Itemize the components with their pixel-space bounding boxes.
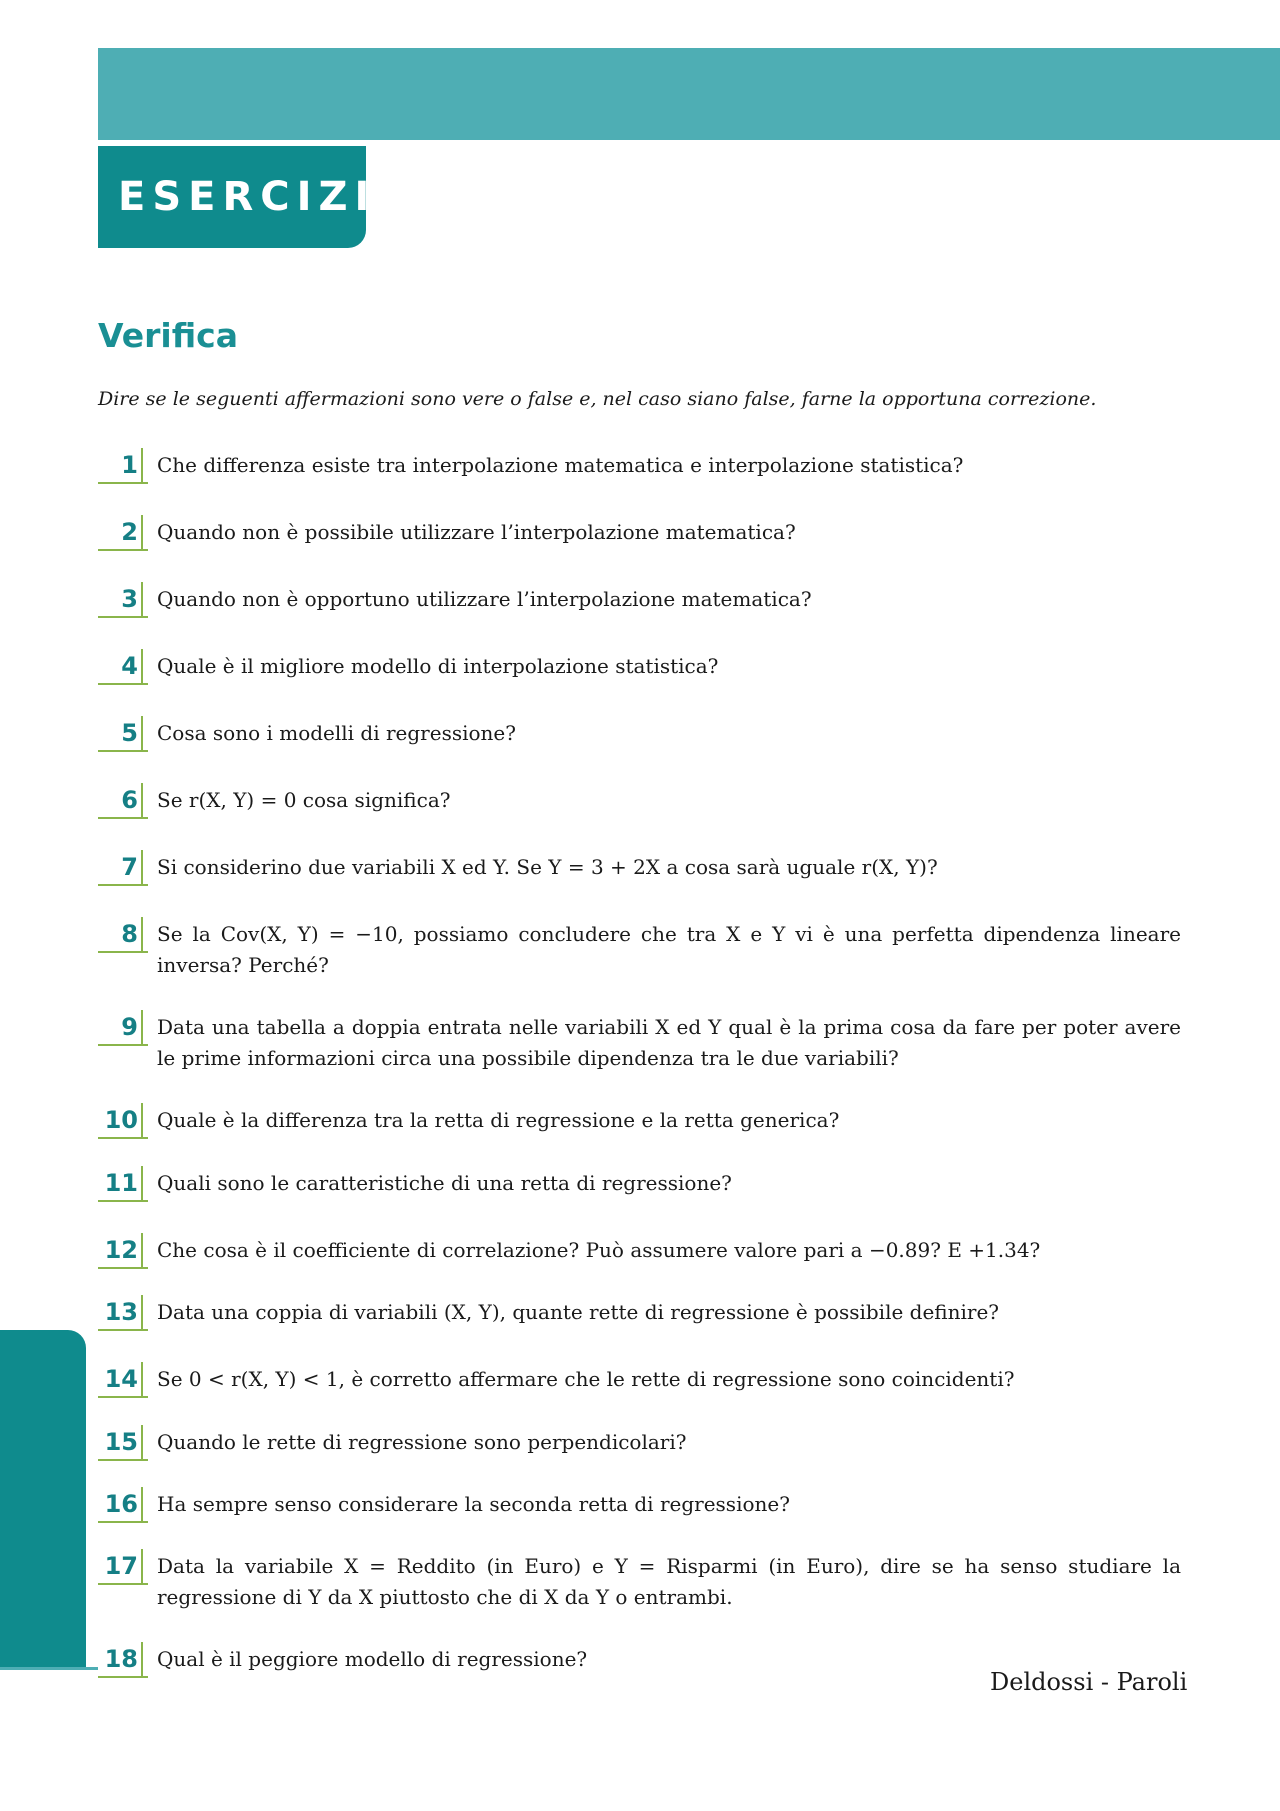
question-number-box [98, 852, 148, 886]
question-number: 13 [105, 1295, 143, 1329]
question-number-box [98, 651, 148, 685]
question-number: 18 [105, 1642, 143, 1676]
question-number-box [98, 1235, 148, 1269]
question-number-box [98, 1168, 148, 1202]
question-number-box [98, 1489, 148, 1523]
question-number: 4 [121, 649, 143, 683]
question-number: 8 [121, 917, 143, 951]
question-number-box [98, 718, 148, 752]
question-number: 16 [105, 1487, 143, 1521]
question-number: 7 [121, 850, 143, 884]
question-number: 2 [121, 515, 143, 549]
question-number: 3 [121, 582, 143, 616]
question-text: Quando non è possibile utilizzare l’interpolazione matematica? [157, 520, 796, 544]
side-decoration-bar [0, 1330, 86, 1670]
question-number-box [98, 1551, 148, 1585]
question-number: 15 [105, 1425, 143, 1459]
question-text: Qual è il peggiore modello di regressione? [157, 1647, 588, 1671]
question-number-box [98, 450, 148, 484]
question-text: Se r(X, Y) = 0 cosa significa? [157, 788, 451, 812]
side-decoration-line [0, 1667, 98, 1670]
question-text: Data una tabella a doppia entrata nelle variabili X ed Y qual è la prima cosa da fare per poter avere le prime informazioni circa una possibile dipendenza tra le due variabili? [157, 1015, 1181, 1070]
question-number: 12 [105, 1233, 143, 1267]
question-number: 10 [105, 1103, 143, 1137]
question-number-box [98, 517, 148, 551]
question-text: Se la Cov(X, Y) = −10, possiamo concludere che tra X e Y vi è una perfetta dipendenza lineare inversa? Perché? [157, 922, 1181, 977]
question-number-box [98, 1012, 148, 1046]
question-number-box [98, 1364, 148, 1398]
question-text: Data la variabile X = Reddito (in Euro) e Y = Risparmi (in Euro), dire se ha senso studiare la regressione di Y da X piuttosto che di X da Y o entrambi. [157, 1554, 1181, 1609]
question-text: Cosa sono i modelli di regressione? [157, 721, 516, 745]
question-number: 6 [121, 783, 143, 817]
question-text: Quando le rette di regressione sono perpendicolari? [157, 1430, 687, 1454]
instructions: Dire se le seguenti affermazioni sono vere o false e, nel caso siano false, farne la opportuna correzione. [98, 388, 1097, 410]
question-number-box [98, 584, 148, 618]
question-text: Che cosa è il coefficiente di correlazione? Può assumere valore pari a −0.89? E +1.34? [157, 1238, 1041, 1262]
question-number-box [98, 919, 148, 953]
question-text: Quali sono le caratteristiche di una retta di regressione? [157, 1171, 732, 1195]
question-text: Data una coppia di variabili (X, Y), quante rette di regressione è possibile definire? [157, 1300, 1000, 1324]
question-text: Si considerino due variabili X ed Y. Se Y = 3 + 2X a cosa sarà uguale r(X, Y)? [157, 855, 938, 879]
question-text: Quale è la differenza tra la retta di regressione e la retta generica? [157, 1108, 840, 1132]
question-number: 5 [121, 716, 143, 750]
question-number: 9 [121, 1010, 143, 1044]
author-credit: Deldossi - Paroli [990, 1668, 1188, 1696]
question-text: Se 0 < r(X, Y) < 1, è corretto affermare che le rette di regressione sono coincidenti? [157, 1367, 1015, 1391]
header-band [98, 48, 1280, 140]
question-text: Quale è il migliore modello di interpolazione statistica? [157, 654, 719, 678]
esercizi-tab [98, 146, 377, 248]
question-number-box [98, 1427, 148, 1461]
question-number: 14 [105, 1362, 143, 1396]
question-number: 17 [105, 1549, 143, 1583]
question-number: 1 [121, 448, 143, 482]
question-text: Ha sempre senso considerare la seconda retta di regressione? [157, 1492, 790, 1516]
section-title: Verifica [98, 316, 238, 355]
question-number-box [98, 1105, 148, 1139]
question-number: 11 [105, 1166, 143, 1200]
question-text: Che differenza esiste tra interpolazione matematica e interpolazione statistica? [157, 453, 964, 477]
question-number-box [98, 785, 148, 819]
esercizi-label: ESERCIZI [118, 174, 377, 220]
question-number-box [98, 1297, 148, 1331]
question-number-box [98, 1644, 148, 1678]
question-text: Quando non è opportuno utilizzare l’interpolazione matematica? [157, 587, 812, 611]
